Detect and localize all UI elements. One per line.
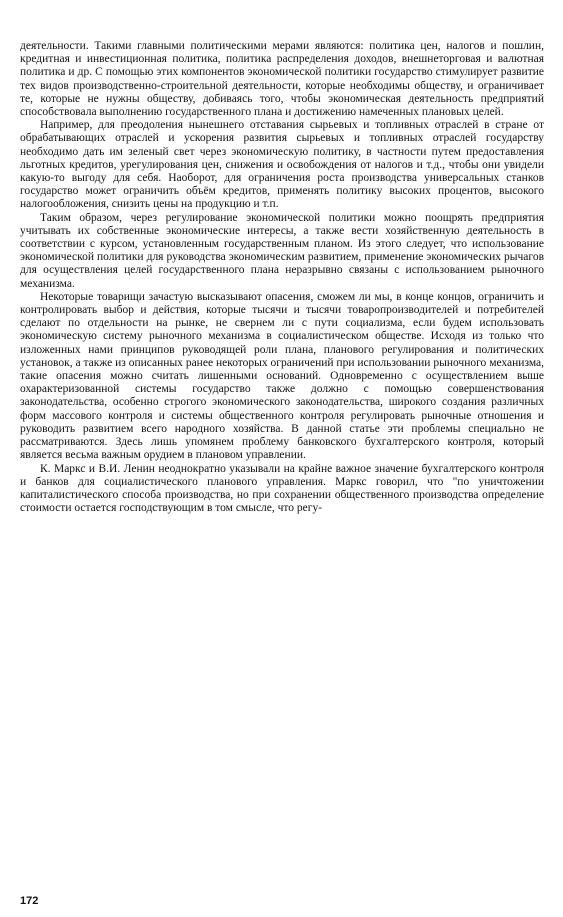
paragraph-5: К. Маркс и В.И. Ленин неоднократно указывали на крайне важное значение бухгалтерского контроля и банков для социалистического планового управления. Маркс говорил, что "по уничтожении капиталистического способа производства, но при сохранении общественного производства определение стоимости остается господствующим в том смысле, что регу- [20, 462, 544, 515]
page-number: 172 [20, 895, 39, 907]
document-body [20, 40, 544, 515]
paragraph-2: Например, для преодоления нынешнего отставания сырьевых и топливных отраслей в стране от обрабатывающих отраслей и ускорения развития сырьевых и топливных отраслей государству необходимо дать им зеленый свет через экономическую политику, в частности путем предоставления льготных кредитов, урегулирования цен, снижения и освобождения от налогов и т.д., чтобы они увидели какую-то выгоду для себя. Наоборот, для ограничения роста производства универсальных станков государство может ограничить объём кредитов, применять политику высоких процентов, высокого налогообложения, снизить цены на продукцию и т.п. [20, 119, 544, 211]
paragraph-3: Таким образом, через регулирование экономической политики можно поощрять предприятия учитывать их собственные экономические интересы, а также вести хозяйственную деятельность в соответствии с курсом, установленным государственным планом. Из этого следует, что использование экономической политики для руководства экономическим развитием, применение экономических рычагов для осуществления целей государственного плана неразрывно связаны с использованием рыночного механизма. [20, 211, 544, 290]
paragraph-4: Некоторые товарищи зачастую высказывают опасения, сможем ли мы, в конце концов, ограничить и контролировать выбор и действия, которые тысячи и тысячи товаропроизводителей и потребителей сделают по отдельности на рынке, не свернем ли с пути социализма, если будем использовать экономическую систему рыночного механизма в социалистическом обществе. Исходя из только что изложенных нами принципов руководящей роли плана, планового регулирования и политических установок, а также из описанных ранее некоторых ограничений при использовании рыночного механизма, такие опасения можно считать лишенными оснований. Одновременно с осуществлением выше охарактеризованной системы государство также должно с помощью совершенствования законодательства, особенно строгого экономического законодательства, широкого создания различных форм массового контроля и системы общественного контроля регулировать рыночные отношения и руководить развитием всего народного хозяйства. В данной статье эти проблемы специально не рассматриваются. Здесь лишь упомянем проблему банковского бухгалтерского контроля, который является весьма важным орудием в плановом управлении. [20, 290, 544, 462]
paragraph-1: деятельности. Такими главными политическими мерами являются: политика цен, налогов и пошлин, кредитная и инвестиционная политика, политика распределения доходов, внешнеторговая и валютная политика и др. С помощью этих компонентов экономической политики государство стимулирует развитие тех видов производственно-строительной деятельности, которые необходимы обществу, и ограничивает те, которые не нужны обществу, добиваясь того, чтобы экономическая деятельность предприятий способствовала выполнению государственного плана и достижению намеченных плановых целей. [20, 40, 544, 119]
